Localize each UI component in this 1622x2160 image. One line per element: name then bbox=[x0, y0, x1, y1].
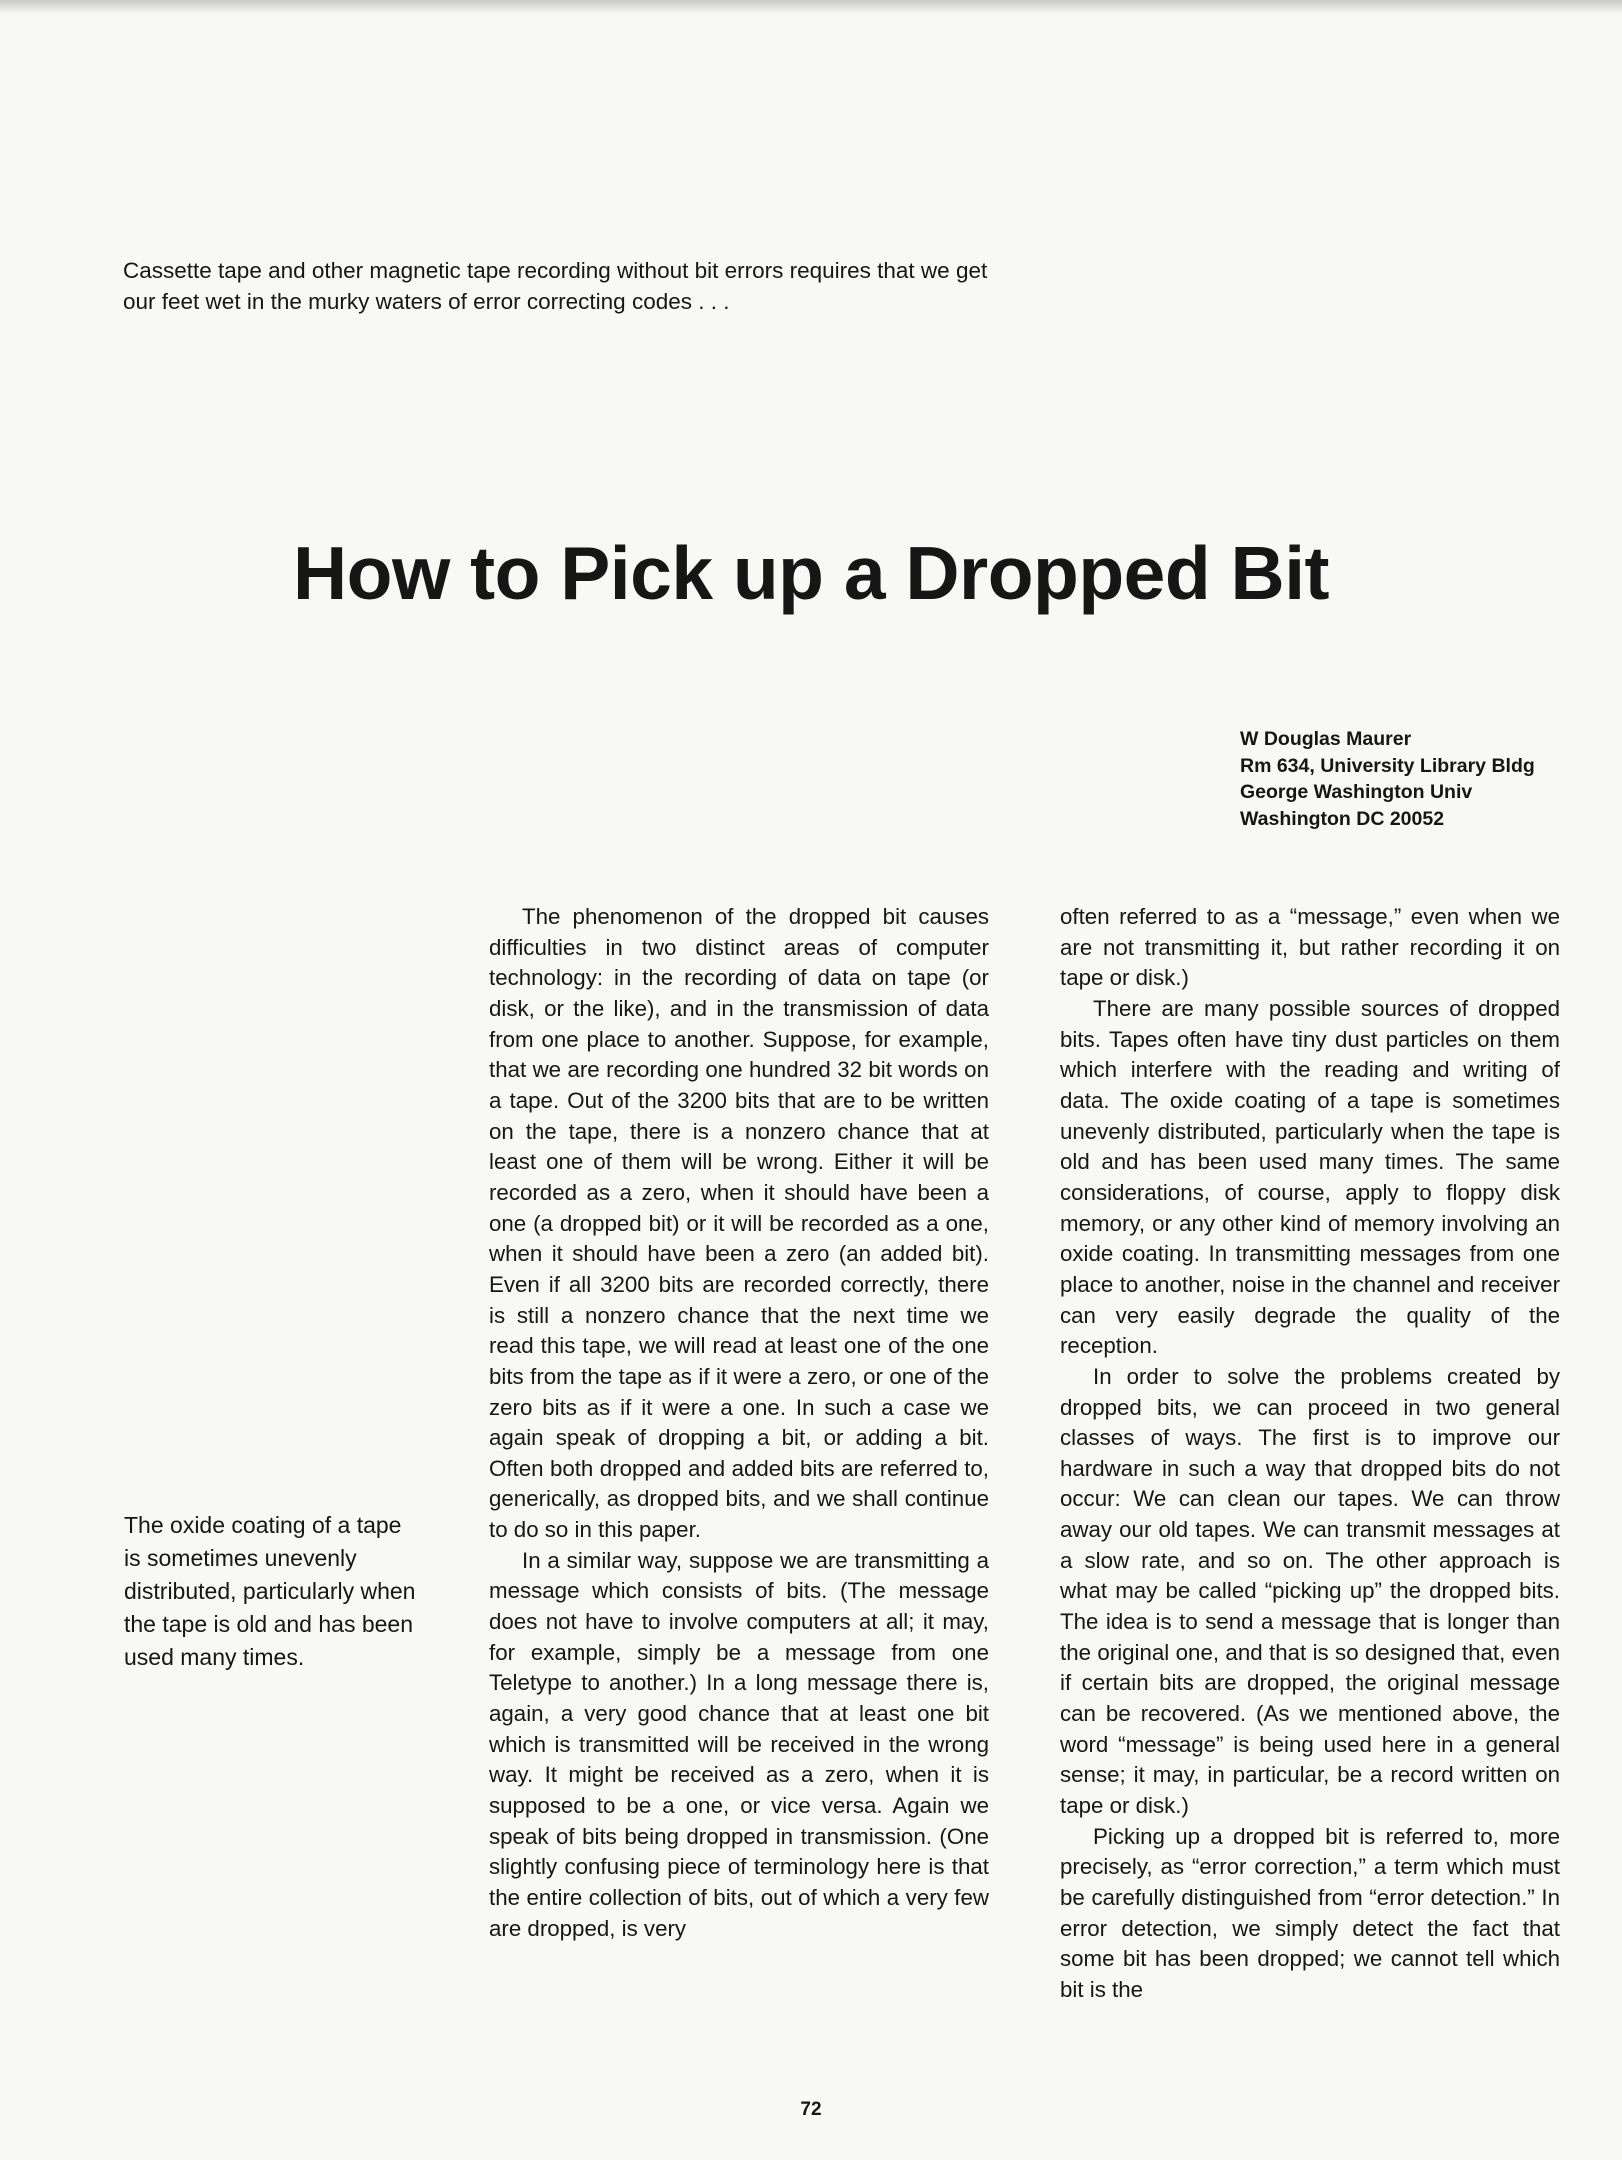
page-number: 72 bbox=[800, 2099, 822, 2120]
paragraph: In order to solve the problems created by dropped bits, we can proceed in two general classes of ways. The first is to improve our hardware in such a way that dropped bits do not occur: We can clean our tapes. We can throw away our old tapes. We can transmit messages at a slow rate, and so on. The other approach is what may be called “picking up” the dropped bits. The idea is to send a message that is longer than the original one, and that is so designed that, even if certain bits are dropped, the original message can be recovered. (As we mentioned above, the word “message” is being used here in a general sense; it may, in particular, be a record written on tape or disk.) bbox=[1060, 1363, 1560, 1819]
paragraph: The phenomenon of the dropped bit causes difficulties in two distinct areas of computer technology: in the recording of data on tape (or disk, or the like), and in the transmission of data from one place to another. Suppose, for example, that we are recording one hundred 32 bit words on a tape. Out of the 3200 bits that are to be written on the tape, there is a nonzero chance that at least one of them will be wrong. Either it will be recorded as a zero, when it should have been a one (a dropped bit) or it will be recorded as a one, when it should have been a zero (an added bit). Even if all 3200 bits are recorded correctly, there is still a nonzero chance that the next time we read this tape, we will read at least one of the one bits from the tape as if it were a zero, or one of the zero bits as if it were a one. In such a case we again speak of dropping a bit, or adding a bit. Often both dropped and added bits are referred to, generically, as dropped bits, and we shall continue to do so in this paper. bbox=[489, 904, 989, 1543]
teaser-text: Cassette tape and other magnetic tape recording without bit errors requires that we get our feet wet in the murky waters of error correcting codes . . . bbox=[123, 258, 988, 314]
author-institution: George Washington Univ bbox=[1240, 781, 1473, 803]
paragraph: Picking up a dropped bit is referred to, more precisely, as “error correction,” a term which must be carefully distinguished from “error detection.” In error detection, we simply detect the fact that some bit has been dropped; we cannot tell which bit is the bbox=[1060, 1823, 1560, 2002]
pull-quote: The oxide coating of a tape is sometimes unevenly distributed, particularly when the tape is old and has been used many times. bbox=[124, 1512, 416, 1670]
paragraph: There are many possible sources of dropped bits. Tapes often have tiny dust particles on them which interfere with the reading and writing of data. The oxide coating of a tape is sometimes unevenly distributed, particularly when the tape is old and has been used many times. The same considerations, of course, apply to floppy disk memory, or any other kind of memory involving an oxide coating. In transmitting messages from one place to another, noise in the channel and receiver can very easily degrade the quality of the reception. bbox=[1060, 995, 1560, 1359]
body-column-left bbox=[489, 902, 989, 1944]
article-title: How to Pick up a Dropped Bit bbox=[292, 531, 1330, 615]
page-edge-shadow bbox=[0, 0, 1622, 14]
author-name: W Douglas Maurer bbox=[1240, 728, 1412, 750]
paragraph: In a similar way, suppose we are transmitting a message which consists of bits. (The message does not have to involve computers at all; it may, for example, simply be a message from one Teletype to another.) In a long message there is, again, a very good chance that at least one bit which is transmitted will be received in the wrong way. It might be received as a zero, when it is supposed to be a one, or vice versa. Again we speak of bits being dropped in transmission. (One slightly confusing piece of terminology here is that the entire collection of bits, out of which a very few are dropped, is very bbox=[489, 1547, 989, 1941]
body-column-right bbox=[1060, 902, 1560, 2006]
author-city: Washington DC 20052 bbox=[1240, 807, 1445, 830]
author-room: Rm 634, University Library Bldg bbox=[1240, 754, 1535, 777]
paragraph-continuation: often referred to as a “message,” even when we are not transmitting it, but rather recording it on tape or disk.) bbox=[1060, 904, 1560, 991]
author-byline bbox=[1240, 726, 1600, 832]
